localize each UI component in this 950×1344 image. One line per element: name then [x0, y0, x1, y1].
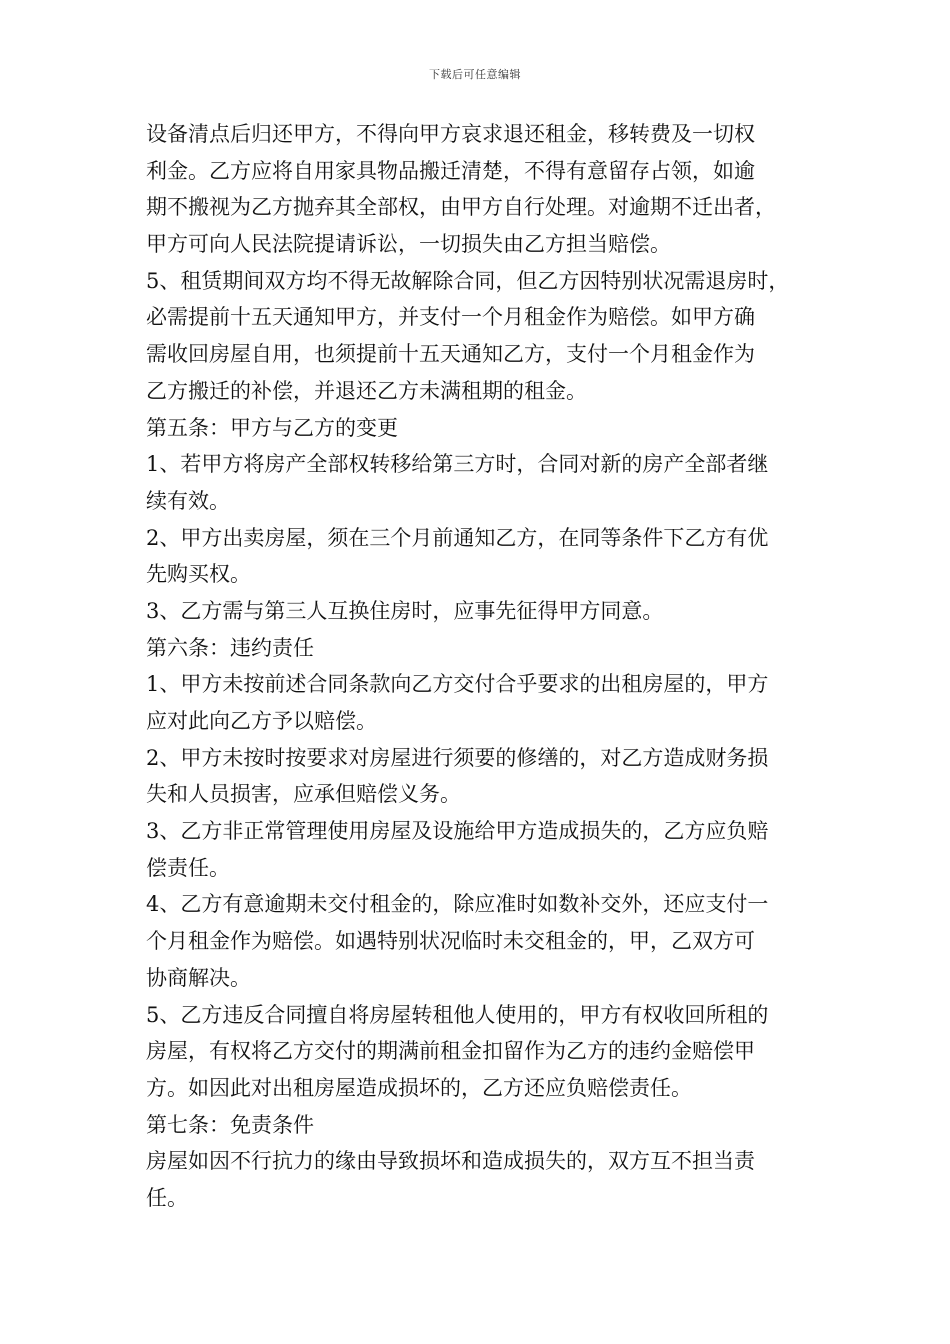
text-line: 协商解决。: [146, 965, 251, 990]
text-line: 任。: [146, 1185, 188, 1210]
text-line: 设备清点后归还甲方，不得向甲方哀求退还租金，移转费及一切权: [146, 122, 755, 146]
header-note: 下载后可任意编辑: [429, 68, 521, 81]
text-line: 先购买权。: [146, 562, 251, 587]
text-line: 应对此向乙方予以赔偿。: [146, 709, 377, 733]
clause-item: 1、甲方未按前述合同条款向乙方交付合乎要求的出租房屋的，甲方: [146, 672, 769, 697]
text-line: 续有效。: [146, 488, 230, 513]
text-line: 方。如因此对出租房屋造成损坏的，乙方还应负赔偿责任。: [146, 1075, 692, 1100]
text-line: 失和人员损害，应承但赔偿义务。: [146, 782, 461, 807]
clause-item: 4、乙方有意逾期未交付租金的，除应准时如数补交外，还应支付一: [146, 892, 769, 917]
text-line: 需收回房屋自用，也须提前十五天通知乙方，支付一个月租金作为: [146, 342, 755, 367]
text-line: 个月租金作为赔偿。如遇特别状况临时未交租金的，甲，乙双方可: [146, 929, 755, 954]
section-heading: 第七条：免责条件: [146, 1112, 314, 1137]
text-line: 必需提前十五天通知甲方，并支付一个月租金作为赔偿。如甲方确: [146, 305, 755, 330]
clause-item: 3、乙方需与第三人互换住房时，应事先征得甲方同意。: [146, 598, 664, 623]
text-line: 甲方可向人民法院提请诉讼，一切损失由乙方担当赔偿。: [146, 232, 671, 257]
clause-item: 5、租赁期间双方均不得无故解除合同，但乙方因特别状况需退房时，: [146, 268, 790, 293]
clause-item: 5、乙方违反合同擅自将房屋转租他人使用的，甲方有权收回所租的: [146, 1002, 769, 1027]
clause-item: 2、甲方未按时按要求对房屋进行须要的修缮的，对乙方造成财务损: [146, 745, 769, 770]
section-heading: 第五条：甲方与乙方的变更: [146, 415, 398, 440]
clause-item: 2、甲方出卖房屋，须在三个月前通知乙方，在同等条件下乙方有优: [146, 525, 769, 550]
text-line: 乙方搬迁的补偿，并退还乙方未满租期的租金。: [146, 378, 587, 403]
text-line: 偿责任。: [146, 855, 230, 880]
document-body: [146, 116, 810, 1217]
text-line: 利金。乙方应将自用家具物品搬迁清楚，不得有意留存占领，如逾: [146, 158, 755, 183]
clause-item: 1、若甲方将房产全部权转移给第三方时，合同对新的房产全部者继: [146, 452, 769, 477]
section-heading: 第六条：违约责任: [146, 635, 314, 660]
text-line: 房屋如因不行抗力的缘由导致损坏和造成损失的，双方互不担当责: [146, 1149, 755, 1174]
text-line: 期不搬视为乙方抛弃其全部权，由甲方自行处理。对逾期不迁出者，: [146, 195, 776, 220]
text-line: 房屋，有权将乙方交付的期满前租金扣留作为乙方的违约金赔偿甲: [146, 1039, 755, 1064]
clause-item: 3、乙方非正常管理使用房屋及设施给甲方造成损失的，乙方应负赔: [146, 819, 769, 844]
